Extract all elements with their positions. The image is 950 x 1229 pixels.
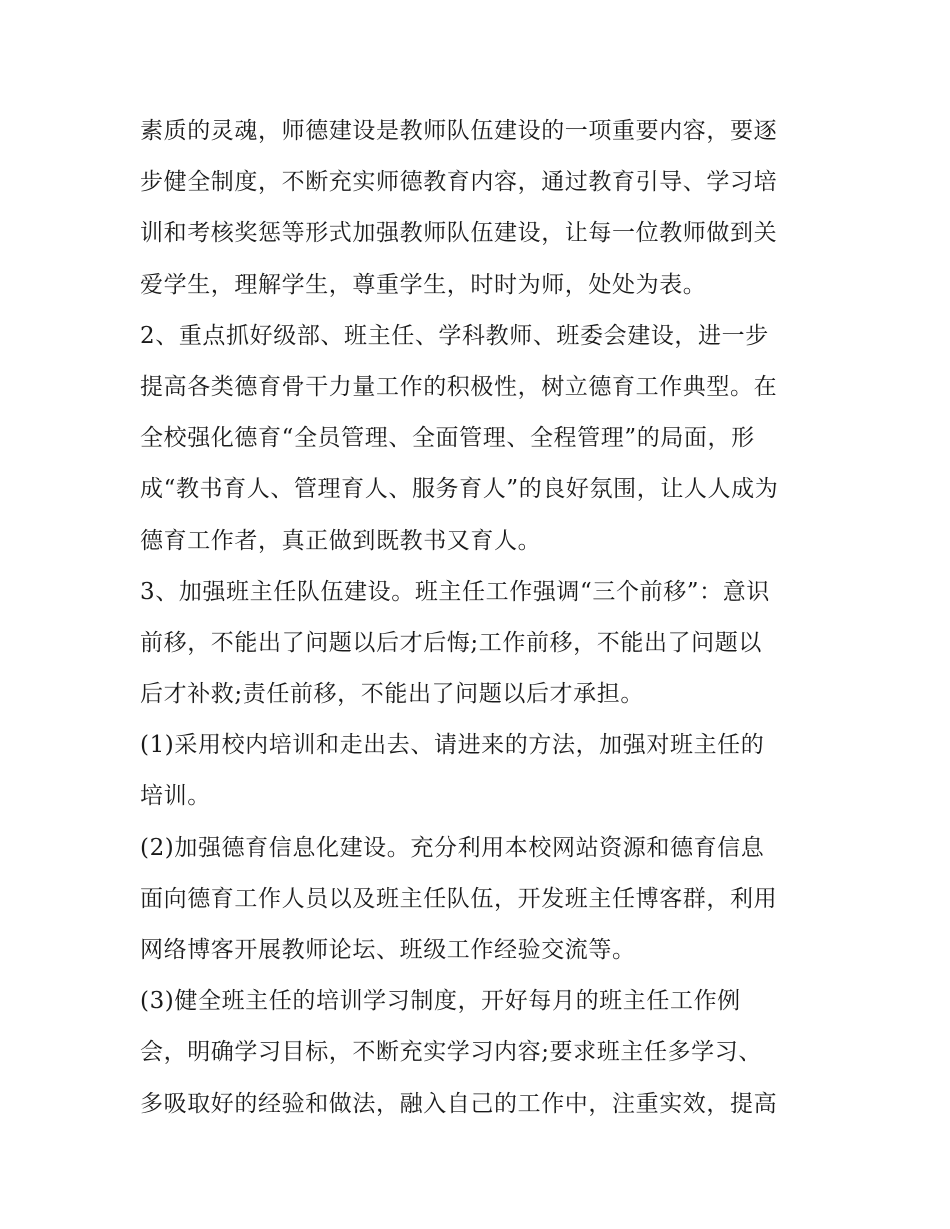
text-line: 培训。 — [140, 783, 211, 810]
text-line: (3)健全班主任的培训学习制度，开好每月的班主任工作例 — [140, 988, 741, 1015]
text-line: 多吸取好的经验和做法，融入自己的工作中，注重实效，提高 — [140, 1090, 778, 1117]
text-line: 网络博客开展教师论坛、班级工作经验交流等。 — [140, 937, 636, 963]
text-line: (1)采用校内培训和走出去、请进来的方法，加强对班主任的 — [140, 732, 765, 759]
text-line: 成“教书育人、管理育人、服务育人”的良好氛围，让人人成为 — [140, 476, 779, 503]
text-line: 面向德育工作人员以及班主任队伍，开发班主任博客群，利用 — [140, 885, 778, 912]
text-line: 爱学生，理解学生，尊重学生，时时为师，处处为表。 — [140, 271, 707, 298]
text-line: 后才补救;责任前移，不能出了问题以后才承担。 — [140, 681, 644, 708]
text-line: 3、加强班主任队伍建设。班主任工作强调“三个前移”：意识 — [140, 578, 770, 605]
text-line: 训和考核奖惩等形式加强教师队伍建设，让每一位教师做到关 — [140, 220, 778, 247]
body-text — [140, 106, 830, 1130]
text-line: (2)加强德育信息化建设。充分利用本校网站资源和德育信息 — [140, 834, 765, 861]
text-line: 提高各类德育骨干力量工作的积极性，树立德育工作典型。在 — [140, 373, 778, 400]
text-line: 会，明确学习目标，不断充实学习内容;要求班主任多学习、 — [140, 1039, 762, 1066]
text-line: 德育工作者，真正做到既教书又育人。 — [140, 527, 542, 554]
text-line: 全校强化德育“全员管理、全面管理、全程管理”的局面，形 — [140, 425, 755, 452]
text-line: 素质的灵魂，师德建设是教师队伍建设的一项重要内容，要逐 — [140, 118, 778, 144]
text-line: 2、重点抓好级部、班主任、学科教师、班委会建设，进一步 — [140, 322, 769, 349]
text-line: 前移，不能出了问题以后才后悔;工作前移，不能出了问题以 — [140, 629, 762, 656]
text-line: 步健全制度，不断充实师德教育内容，通过教育引导、学习培 — [140, 169, 778, 196]
